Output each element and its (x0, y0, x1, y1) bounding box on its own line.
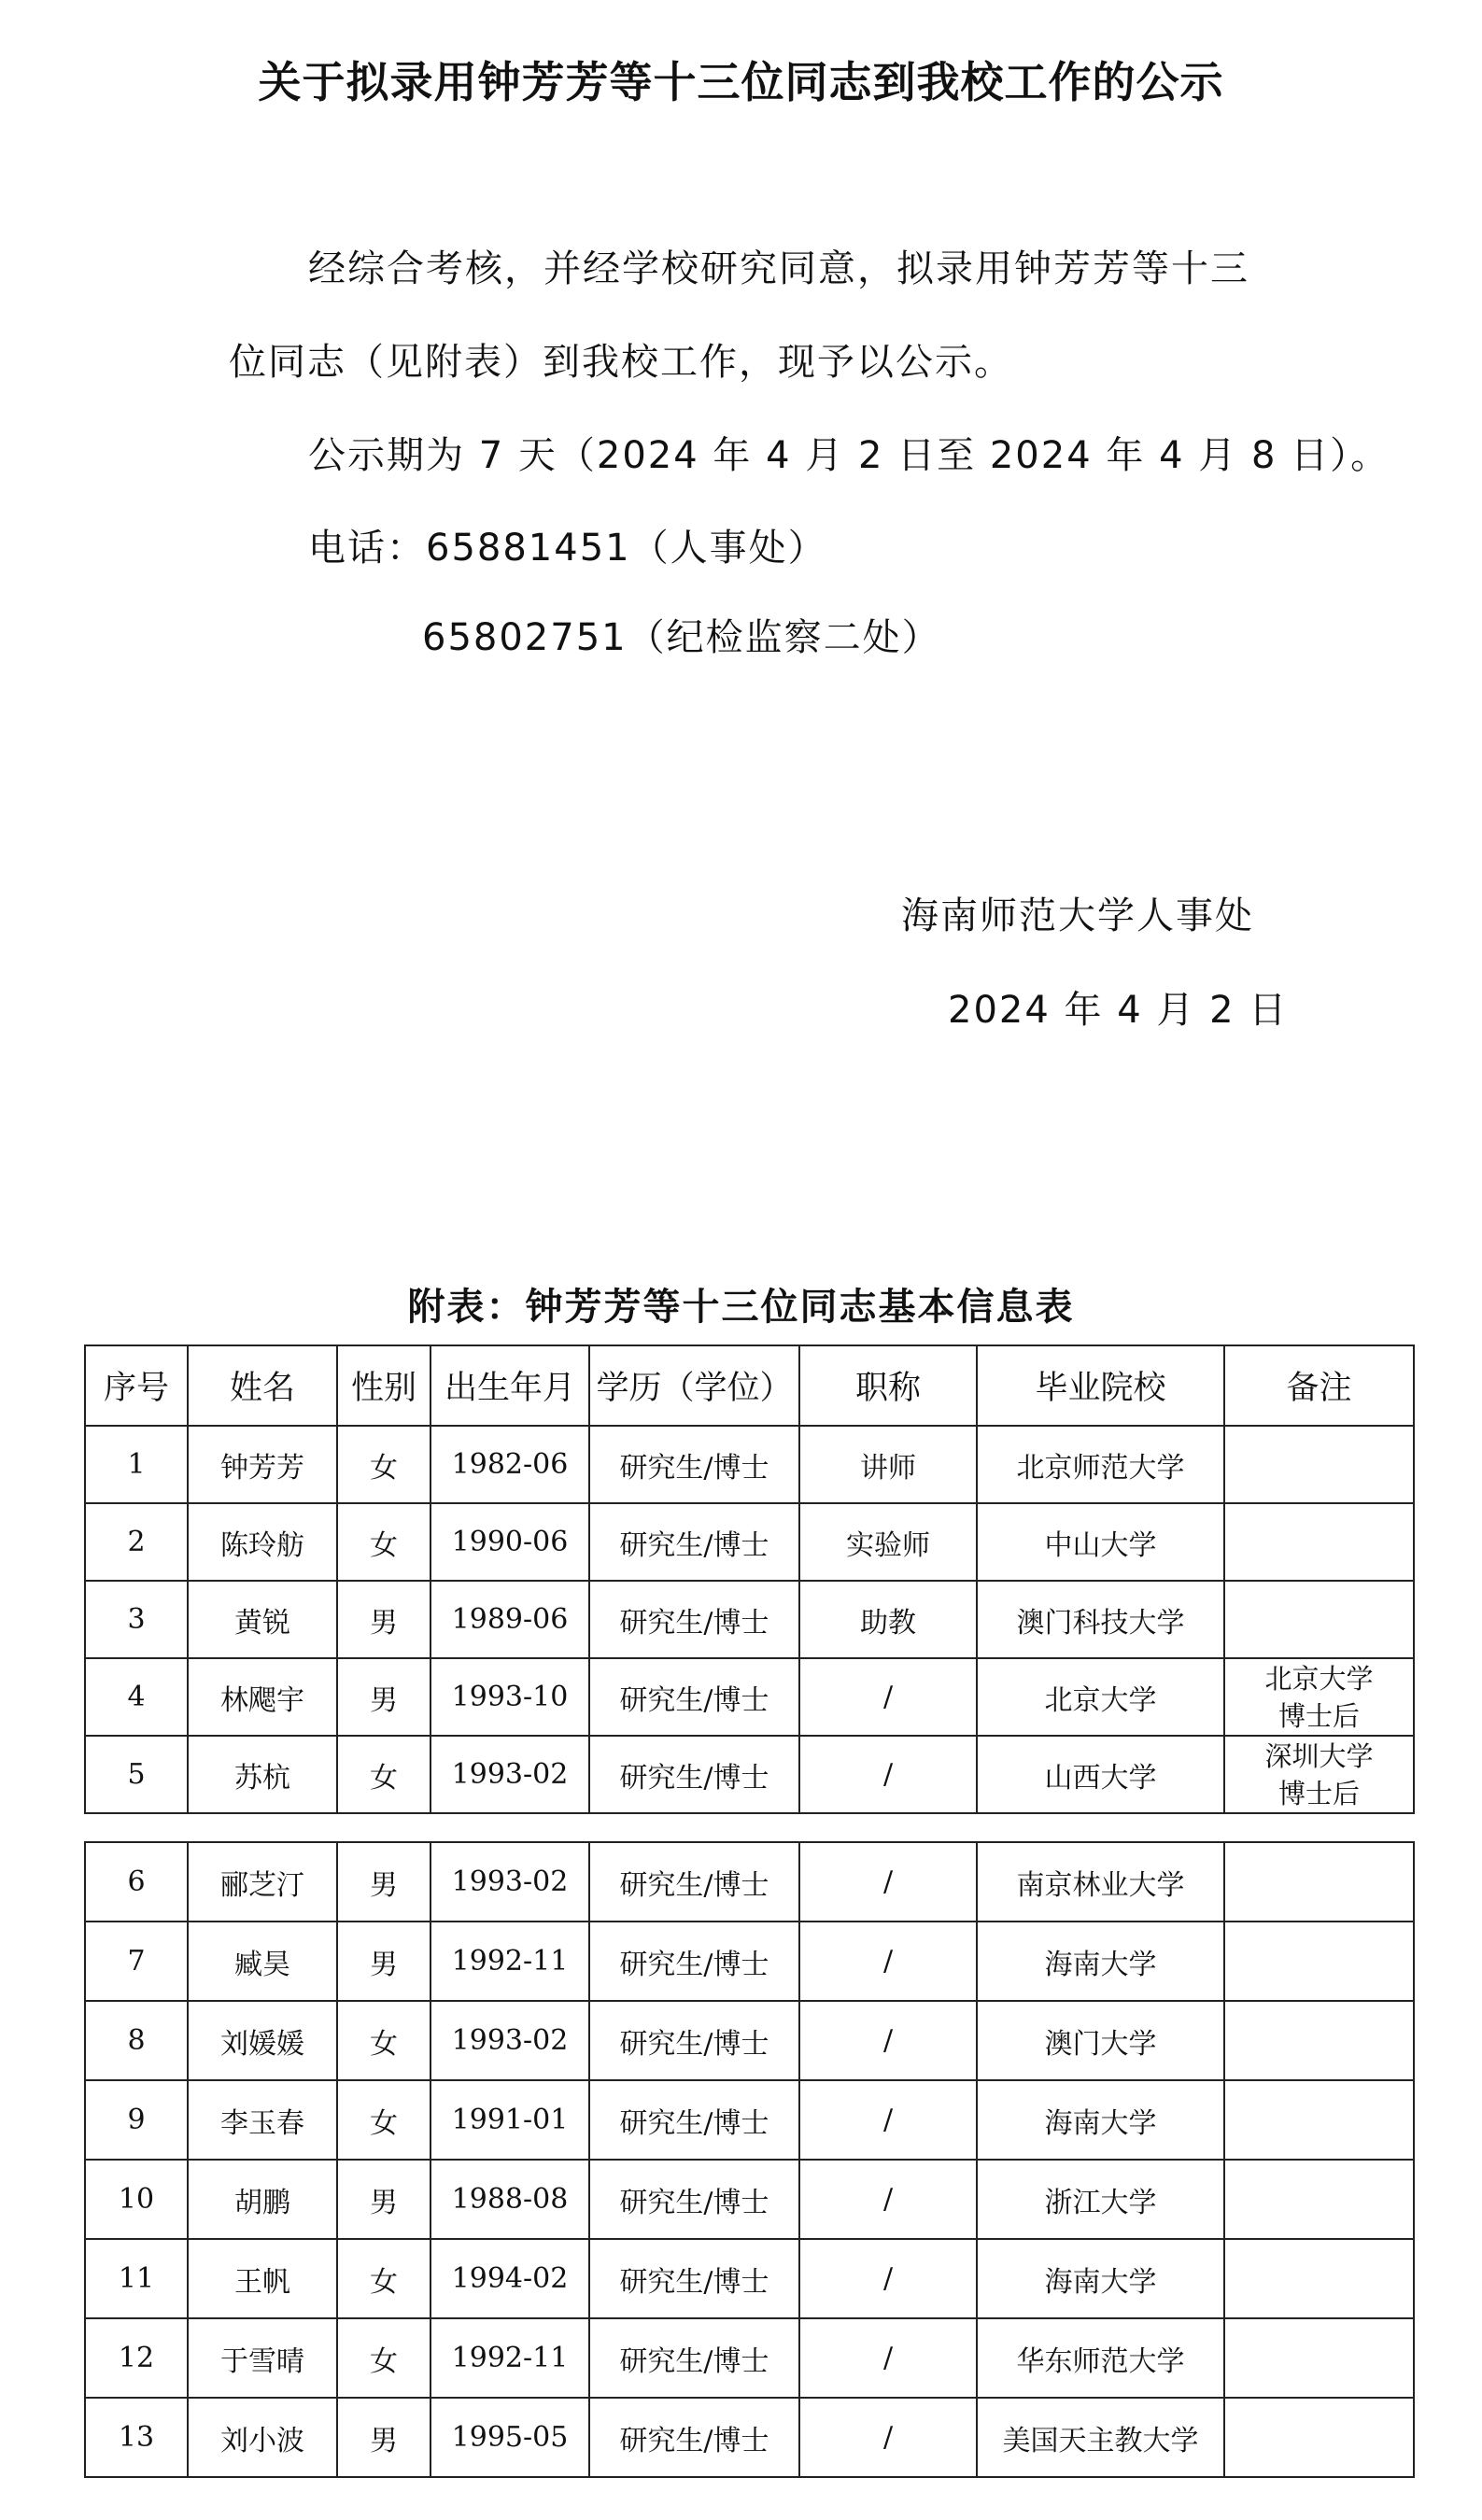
cell-birth: 1982-06 (430, 1426, 589, 1503)
note-line-2: 博士后 (1277, 1699, 1360, 1732)
cell-education: 研究生/博士 (589, 2080, 799, 2160)
cell-school: 北京师范大学 (977, 1426, 1224, 1503)
cell-education: 研究生/博士 (589, 1842, 799, 1922)
table-row (85, 2080, 1414, 2160)
cell-gender: 女 (337, 1736, 430, 1813)
cell-birth: 1995-05 (430, 2398, 589, 2477)
cell-school: 南京林业大学 (977, 1842, 1224, 1922)
cell-school: 海南大学 (977, 2239, 1224, 2318)
cell-no: 8 (85, 2001, 188, 2080)
cell-title: / (799, 1736, 977, 1813)
cell-birth: 1991-01 (430, 2080, 589, 2160)
phone-hr: 电话：65881451（人事处） (308, 527, 827, 570)
cell-education: 研究生/博士 (589, 2160, 799, 2239)
note-line-2: 博士后 (1277, 1777, 1360, 1809)
cell-title: / (799, 2080, 977, 2160)
table-row (85, 2239, 1414, 2318)
table-row (85, 1736, 1414, 1813)
info-table-part-2 (84, 1841, 1415, 2478)
cell-birth: 1990-06 (430, 1503, 589, 1581)
cell-note (1224, 1842, 1414, 1922)
header-school: 毕业院校 (977, 1345, 1224, 1426)
table-title: 附表：钟芳芳等十三位同志基本信息表 (407, 1285, 1075, 1329)
cell-birth: 1988-08 (430, 2160, 589, 2239)
cell-title: / (799, 1922, 977, 2001)
table-row (85, 1842, 1414, 1922)
cell-name: 王帆 (188, 2239, 337, 2318)
cell-education: 研究生/博士 (589, 1658, 799, 1736)
cell-no: 13 (85, 2398, 188, 2477)
cell-title: / (799, 2239, 977, 2318)
cell-name: 林飔宇 (188, 1658, 337, 1736)
cell-birth: 1994-02 (430, 2239, 589, 2318)
cell-no: 12 (85, 2318, 188, 2398)
header-note: 备注 (1224, 1345, 1414, 1426)
cell-title: / (799, 2160, 977, 2239)
table-row (85, 2398, 1414, 2477)
cell-title: 实验师 (799, 1503, 977, 1581)
cell-school: 中山大学 (977, 1503, 1224, 1581)
cell-education: 研究生/博士 (589, 2318, 799, 2398)
cell-birth: 1993-02 (430, 1842, 589, 1922)
cell-title: / (799, 1842, 977, 1922)
cell-no: 6 (85, 1842, 188, 1922)
cell-education: 研究生/博士 (589, 2239, 799, 2318)
cell-name: 李玉春 (188, 2080, 337, 2160)
cell-birth: 1993-02 (430, 1736, 589, 1813)
cell-no: 4 (85, 1658, 188, 1736)
cell-note (1224, 2160, 1414, 2239)
cell-school: 澳门科技大学 (977, 1581, 1224, 1658)
cell-note (1224, 1922, 1414, 2001)
signature-date: 2024 年 4 月 2 日 (948, 989, 1289, 1032)
cell-birth: 1992-11 (430, 1922, 589, 2001)
cell-birth: 1989-06 (430, 1581, 589, 1658)
cell-education: 研究生/博士 (589, 1503, 799, 1581)
cell-gender: 女 (337, 2318, 430, 2398)
cell-name: 陈玲舫 (188, 1503, 337, 1581)
header-education: 学历（学位） (589, 1345, 799, 1426)
note-line-1: 深圳大学 (1264, 1739, 1374, 1772)
cell-school: 北京大学 (977, 1658, 1224, 1736)
cell-name: 刘媛媛 (188, 2001, 337, 2080)
table-row (85, 2318, 1414, 2398)
cell-gender: 女 (337, 1503, 430, 1581)
cell-gender: 男 (337, 1581, 430, 1658)
cell-school: 山西大学 (977, 1736, 1224, 1813)
cell-school: 华东师范大学 (977, 2318, 1224, 2398)
cell-gender: 男 (337, 2398, 430, 2477)
table-row (85, 1503, 1414, 1581)
header-name: 姓名 (188, 1345, 337, 1426)
cell-education: 研究生/博士 (589, 1922, 799, 2001)
table-row (85, 1426, 1414, 1503)
cell-school: 海南大学 (977, 2080, 1224, 2160)
table-row (85, 1922, 1414, 2001)
cell-no: 7 (85, 1922, 188, 2001)
info-table-part-1 (84, 1344, 1415, 1814)
cell-no: 10 (85, 2160, 188, 2239)
table-row (85, 2160, 1414, 2239)
cell-note (1224, 1736, 1414, 1813)
table-header-row (85, 1345, 1414, 1426)
cell-name: 胡鹏 (188, 2160, 337, 2239)
cell-school: 美国天主教大学 (977, 2398, 1224, 2477)
paragraph-line-1: 经综合考核，并经学校研究同意，拟录用钟芳芳等十三 (308, 247, 1249, 290)
header-gender: 性别 (337, 1345, 430, 1426)
cell-gender: 女 (337, 1426, 430, 1503)
cell-note (1224, 1426, 1414, 1503)
cell-note (1224, 1581, 1414, 1658)
cell-gender: 女 (337, 2001, 430, 2080)
note-line-1: 北京大学 (1264, 1662, 1374, 1695)
cell-no: 5 (85, 1736, 188, 1813)
cell-birth: 1993-10 (430, 1658, 589, 1736)
signature-department: 海南师范大学人事处 (901, 894, 1254, 937)
cell-title: / (799, 2001, 977, 2080)
cell-note (1224, 2398, 1414, 2477)
cell-school: 海南大学 (977, 1922, 1224, 2001)
cell-note (1224, 1503, 1414, 1581)
cell-school: 浙江大学 (977, 2160, 1224, 2239)
cell-birth: 1993-02 (430, 2001, 589, 2080)
cell-education: 研究生/博士 (589, 1426, 799, 1503)
cell-education: 研究生/博士 (589, 1736, 799, 1813)
header-title: 职称 (799, 1345, 977, 1426)
cell-school: 澳门大学 (977, 2001, 1224, 2080)
cell-name: 刘小波 (188, 2398, 337, 2477)
paragraph-line-2: 位同志（见附表）到我校工作，现予以公示。 (229, 341, 1013, 384)
cell-no: 11 (85, 2239, 188, 2318)
cell-note (1224, 2239, 1414, 2318)
cell-gender: 男 (337, 1842, 430, 1922)
cell-no: 1 (85, 1426, 188, 1503)
cell-note (1224, 2080, 1414, 2160)
publicity-period: 公示期为 7 天（2024 年 4 月 2 日至 2024 年 4 月 8 日）。 (308, 434, 1390, 477)
cell-note (1224, 1658, 1414, 1736)
document-title: 关于拟录用钟芳芳等十三位同志到我校工作的公示 (258, 57, 1224, 107)
phone-discipline: 65802751（纪检监察二处） (422, 616, 941, 659)
cell-name: 臧昊 (188, 1922, 337, 2001)
cell-no: 3 (85, 1581, 188, 1658)
cell-gender: 男 (337, 1658, 430, 1736)
cell-title: / (799, 2398, 977, 2477)
cell-birth: 1992-11 (430, 2318, 589, 2398)
cell-name: 钟芳芳 (188, 1426, 337, 1503)
header-no: 序号 (85, 1345, 188, 1426)
cell-gender: 女 (337, 2239, 430, 2318)
cell-no: 9 (85, 2080, 188, 2160)
cell-note (1224, 2001, 1414, 2080)
header-birth: 出生年月 (430, 1345, 589, 1426)
cell-name: 黄锐 (188, 1581, 337, 1658)
cell-note (1224, 2318, 1414, 2398)
cell-title: / (799, 2318, 977, 2398)
cell-name: 于雪晴 (188, 2318, 337, 2398)
table-row (85, 1581, 1414, 1658)
cell-education: 研究生/博士 (589, 2001, 799, 2080)
cell-title: 讲师 (799, 1426, 977, 1503)
cell-gender: 女 (337, 2080, 430, 2160)
cell-name: 郦芝汀 (188, 1842, 337, 1922)
cell-gender: 男 (337, 2160, 430, 2239)
cell-no: 2 (85, 1503, 188, 1581)
cell-education: 研究生/博士 (589, 2398, 799, 2477)
cell-title: / (799, 1658, 977, 1736)
cell-name: 苏杭 (188, 1736, 337, 1813)
table-row (85, 2001, 1414, 2080)
table-row (85, 1658, 1414, 1736)
cell-education: 研究生/博士 (589, 1581, 799, 1658)
cell-gender: 男 (337, 1922, 430, 2001)
cell-title: 助教 (799, 1581, 977, 1658)
